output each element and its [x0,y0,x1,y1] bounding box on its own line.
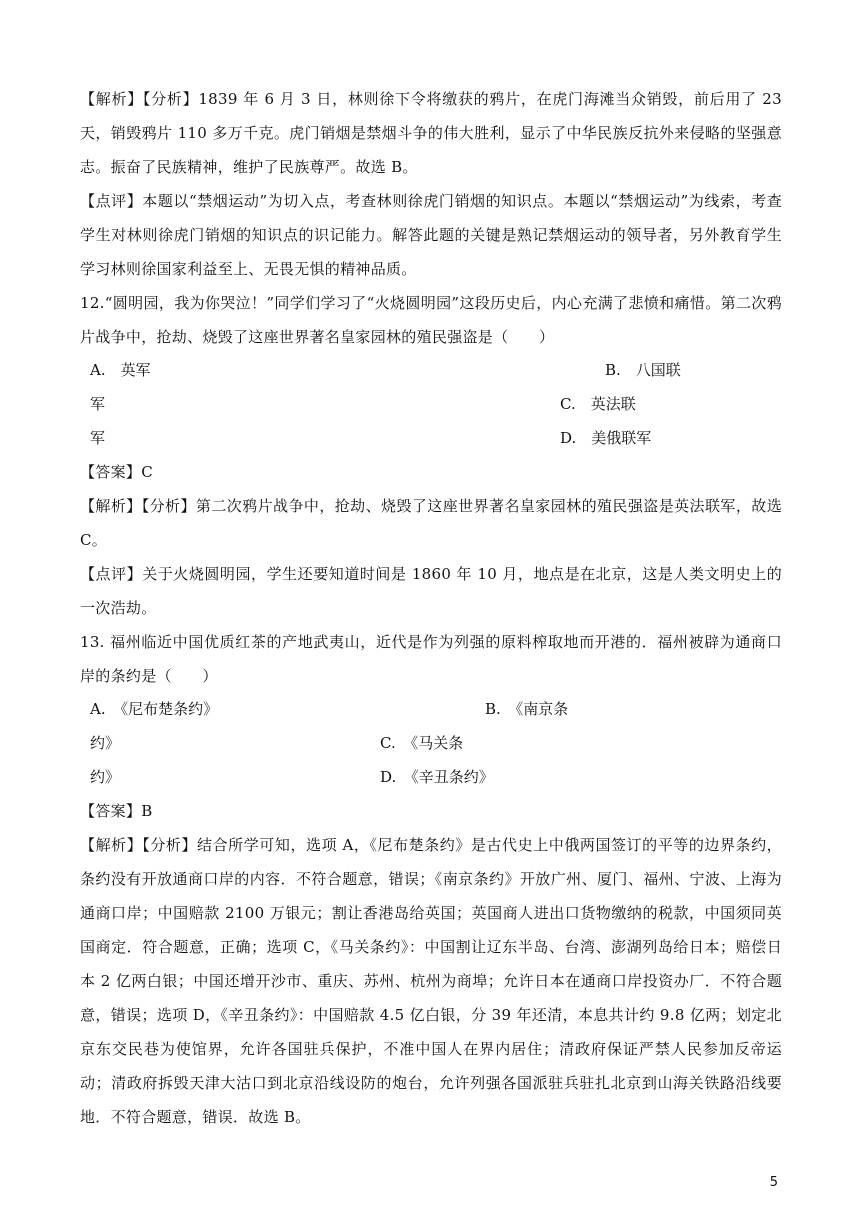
q13-options-row-2 [80,726,782,760]
q13-answer: 【答案】B [80,802,153,820]
q12-options-row-1 [80,353,782,387]
q12-option-a: A. 英军 [90,361,151,379]
q12-option-b: B. 八国联 [605,361,681,379]
q13-options-row-3 [80,760,782,794]
q13-analysis: 【解析】【分析】结合所学可知，选项 A，《尼布楚条约》是古代史上中俄两国签订的平等的边界条约，条约没有开放通商口岸的内容．不符合题意，错误；《南京条约》开放广州、厦门、福州、宁波、上海为通商口岸；中国赔款 2100 万银元；割让香港岛给英国；英国商人进出口货物缴纳的税款，中国须同英国商定．符合题意，正确；选项 C，《马关条约》：中国割让辽东半岛、台湾、澎湖列岛给日本；赔偿日本 2 亿两白银；中国还增开沙市、重庆、苏州、杭州为商埠；允许日本在通商口岸投资办厂．不符合题意，错误；选项 D，《辛丑条约》：中国赔款 4.5 亿白银，分 39 年还清，本息共计约 9.8 亿两；划定北京东交民巷为使馆界，允许各国驻兵保护，不准中国人在界内居住；清政府保证严禁人民参加反帝运动；清政府拆毁天津大沽口到北京沿线设防的炮台，允许列强各国派驻兵驻扎北京到山海关铁路沿线要地．不符合题意，错误．故选 B。 [80,836,782,1126]
q11-comment: 【点评】本题以“禁烟运动”为切入点，考查林则徐虎门销烟的知识点。本题以“禁烟运动”为线索，考查学生对林则徐虎门销烟的知识点的识记能力。解答此题的关键是熟记禁烟运动的领导者，另外教育学生学习林则徐国家利益至上、无畏无惧的精神品质。 [80,192,782,278]
q13-option-a: A. 《尼布楚条约》 [90,700,219,718]
q12-options-row-2 [80,387,782,421]
q12-comment: 【点评】关于火烧圆明园，学生还要知道时间是 1860 年 10 月，地点是在北京，这是人类文明史上的一次浩劫。 [80,565,782,617]
q13-options-row-1 [80,692,782,726]
q13-option-b: B. 《南京条 [485,700,569,718]
q12-option-c-continued: 军 [90,429,106,447]
q12-analysis: 【解析】【分析】第二次鸦片战争中，抢劫、烧毁了这座世界著名皇家园林的殖民强盗是英法联军，故选 C。 [80,497,782,549]
q13-option-c: C. 《马关条 [380,734,464,752]
q13-option-d: D. 《辛丑条约》 [380,768,494,786]
q13-option-c-continued: 约》 [90,768,121,786]
q12-option-c: C. 英法联 [560,395,636,413]
q12-answer: 【答案】C [80,463,153,481]
q13-stem: 13. 福州临近中国优质红茶的产地武夷山，近代是作为列强的原料榨取地而开港的．福州被辟为通商口岸的条约是（ ） [80,633,782,685]
q11-analysis: 【解析】【分析】1839 年 6 月 3 日，林则徐下令将缴获的鸦片，在虎门海滩当众销毁，前后用了 23 天，销毁鸦片 110 多万千克。虎门销烟是禁烟斗争的伟大胜利，显示了中华民族反抗外来侵略的坚强意志。振奋了民族精神，维护了民族尊严。故选 B。 [80,90,782,176]
q12-stem: 12.“圆明园，我为你哭泣！”同学们学习了“火烧圆明园”这段历史后，内心充满了悲愤和痛惜。第二次鸦片战争中，抢劫、烧毁了这座世界著名皇家园林的殖民强盗是（ ） [80,294,782,346]
page-number: 5 [769,1175,778,1190]
q12-options-row-3 [80,421,782,455]
q13-option-b-continued: 约》 [90,734,121,752]
q12-option-b-continued: 军 [90,395,106,413]
q12-option-d: D. 美俄联军 [560,429,652,447]
